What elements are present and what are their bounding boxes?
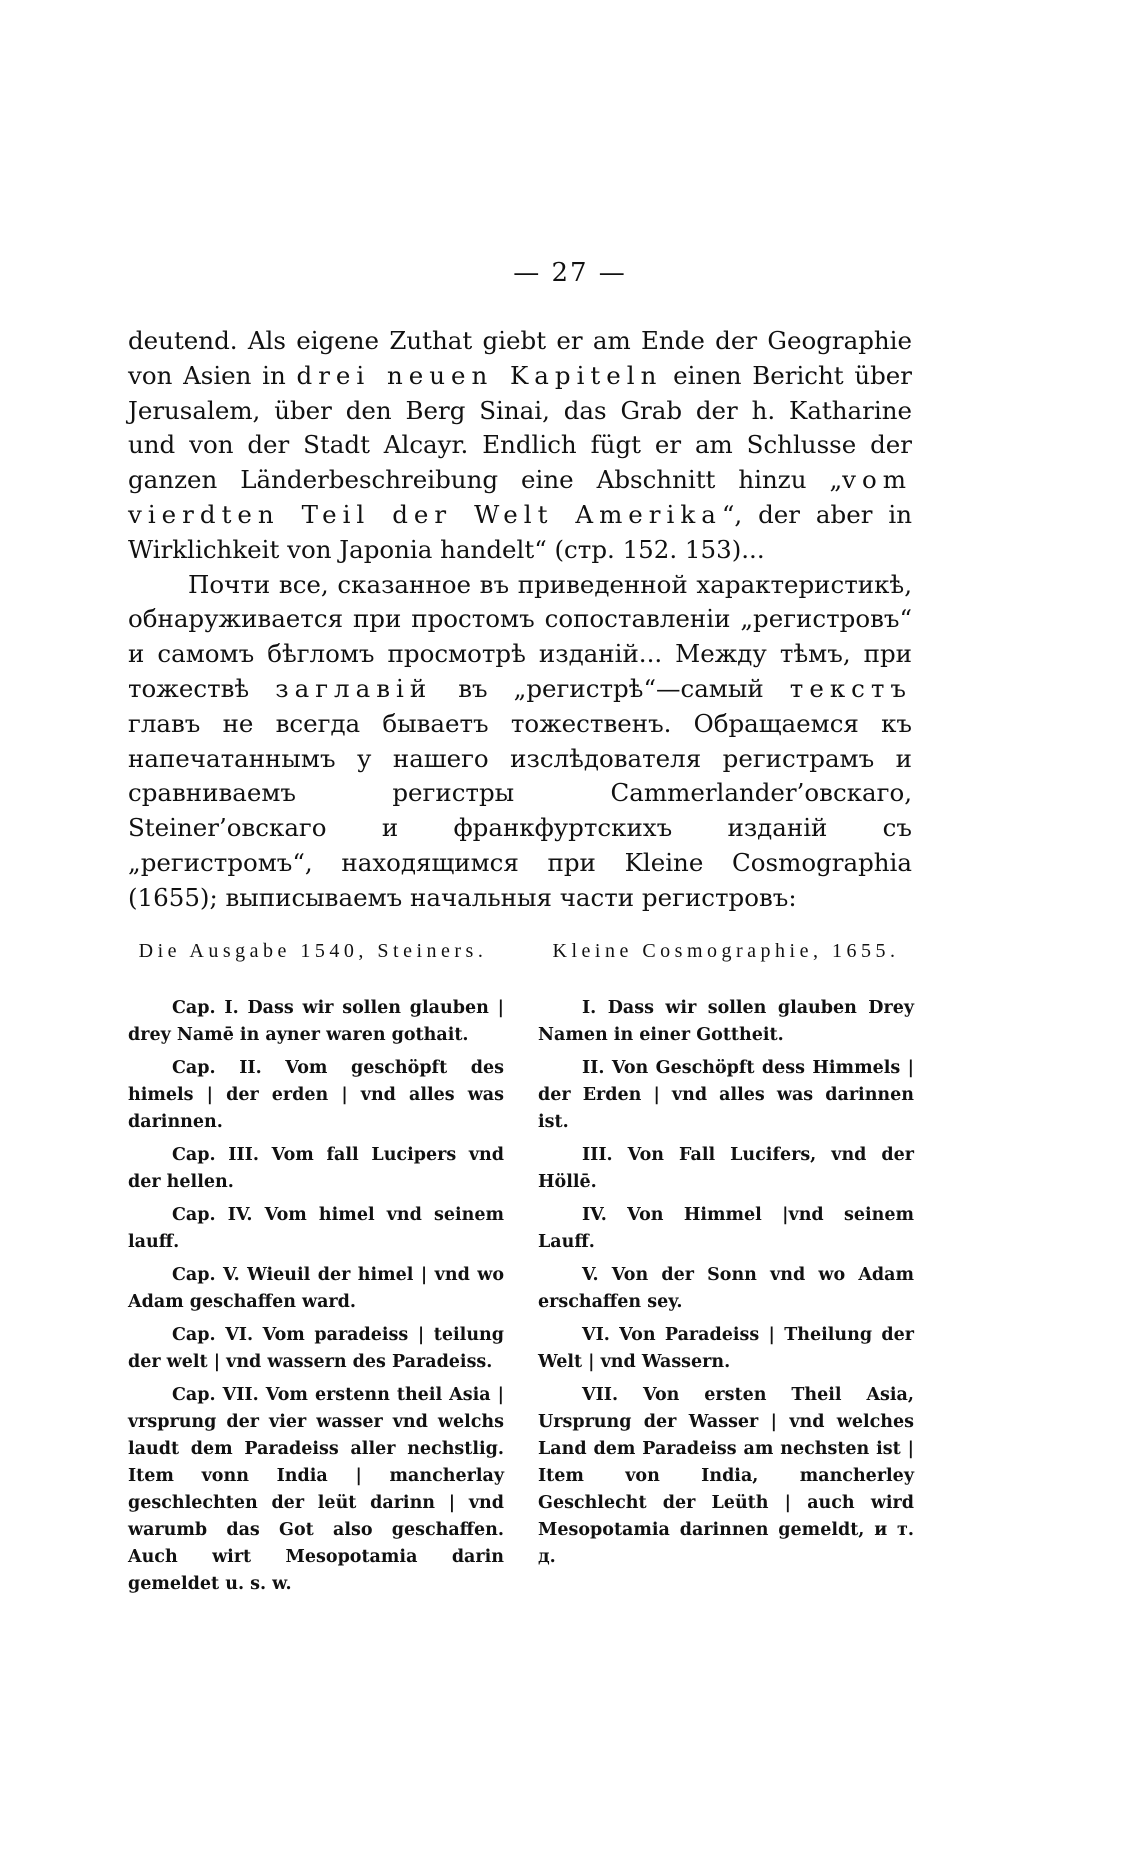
right-column-heading: Kleine Cosmographie, 1655. [552, 940, 900, 962]
list-item: Cap. I. Dass wir sollen glauben | drey Namē in ayner waren gothait. [128, 998, 504, 1045]
paragraph-2-text: Почти все, сказанное въ приведенной характеристикѣ, обнаруживается при простомъ сопоставленiи „регистровъ“ и самомъ бѣгломъ просмотрѣ изданiй... Между тѣмъ, при тожествѣ [128, 569, 912, 703]
list-item: VI. Von Paradeiss | Theilung der Welt | vnd Wassern. [538, 1325, 914, 1372]
paragraph-1-text: deutend. Als eigene Zuthat giebt er am Ende der Geographie von Asien in [128, 326, 912, 390]
list-item: IV. Von Himmel |vnd seinem Lauff. [538, 1205, 914, 1252]
list-item: I. Dass wir sollen glauben Drey Namen in einer Gottheit. [538, 998, 914, 1045]
paragraph-1 [128, 324, 912, 568]
list-item: Cap. II. Vom geschöpft des himels | der erden | vnd alles was darinnen. [128, 1058, 504, 1132]
paragraph-1-text: einen Bericht über Jerusalem, über den Berg Sinai, das Grab der h. Katharine und von der Stadt Alcayr. Endlich fügt er am Schlusse der ganzen Länderbeschreibung eine Abschnitt hinzu „ [128, 360, 913, 495]
paragraph-2-spaced: текстъ [789, 673, 912, 703]
paragraph-2-text: въ „регистрѣ“—самый [432, 673, 790, 703]
paragraph-2-spaced: заглавiй [275, 673, 433, 703]
right-column [538, 938, 914, 1577]
page-number: — 27 — [513, 258, 627, 288]
left-column [128, 938, 504, 1604]
list-item: Cap. VII. Vom erstenn theil Asia | vrsprung der vier wasser vnd welchs laudt dem Paradeiss aller nechstlig. Item vonn India | mancherlay geschlechten der leüt darinn | vnd warumb das Got also geschaffen. Auch wirt Mesopotamia darin gemeldet u. s. w. [128, 1385, 504, 1594]
paragraph-1-spaced: drei neuen Kapiteln [296, 360, 663, 390]
list-item: V. Von der Sonn vnd wo Adam erschaffen sey. [538, 1265, 914, 1312]
list-item: Cap. III. Vom fall Lucipers vnd der hellen. [128, 1145, 504, 1192]
list-item: II. Von Geschöpft dess Himmels | der Erden | vnd alles was darinnen ist. [538, 1058, 914, 1132]
list-item: Cap. IV. Vom himel vnd seinem lauff. [128, 1205, 504, 1252]
list-item: III. Von Fall Lucifers, vnd der Höllē. [538, 1145, 914, 1192]
paragraph-2-text: главъ не всегда бываетъ тожественъ. Обращаемся къ напечатаннымъ у нашего изслѣдователя регистрамъ и сравниваемъ регистры Cammerlander’овскаго, Steiner’овскаго и франкфуртскихъ изданiй съ „регистромъ“, находящимся при Kleine Cosmographia (1655); выписываемъ начальныя части регистровъ: [128, 708, 912, 912]
paragraph-1-spaced: vom vierdten Teil der Welt Amerika [128, 465, 912, 529]
left-column-heading: Die Ausgabe 1540, Steiners. [138, 940, 488, 962]
list-item: VII. Von ersten Theil Asia, Ursprung der Wasser | vnd welches Land dem Paradeiss am nechsten ist | Item von India, mancherley Geschlecht der Leüth | auch wird Mesopotamia darinnen gemeldt, и т. д. [538, 1385, 914, 1567]
body-text [128, 324, 912, 916]
list-item: Cap. VI. Vom paradeiss | teilung der welt | vnd wassern des Paradeiss. [128, 1325, 504, 1372]
list-item: Cap. V. Wieuil der himel | vnd wo Adam geschaffen ward. [128, 1265, 504, 1312]
paragraph-2 [128, 568, 912, 916]
paragraph-1-text: “, der aber in Wirklichkeit von Japonia handelt“ (стр. 152. 153)... [128, 499, 913, 564]
